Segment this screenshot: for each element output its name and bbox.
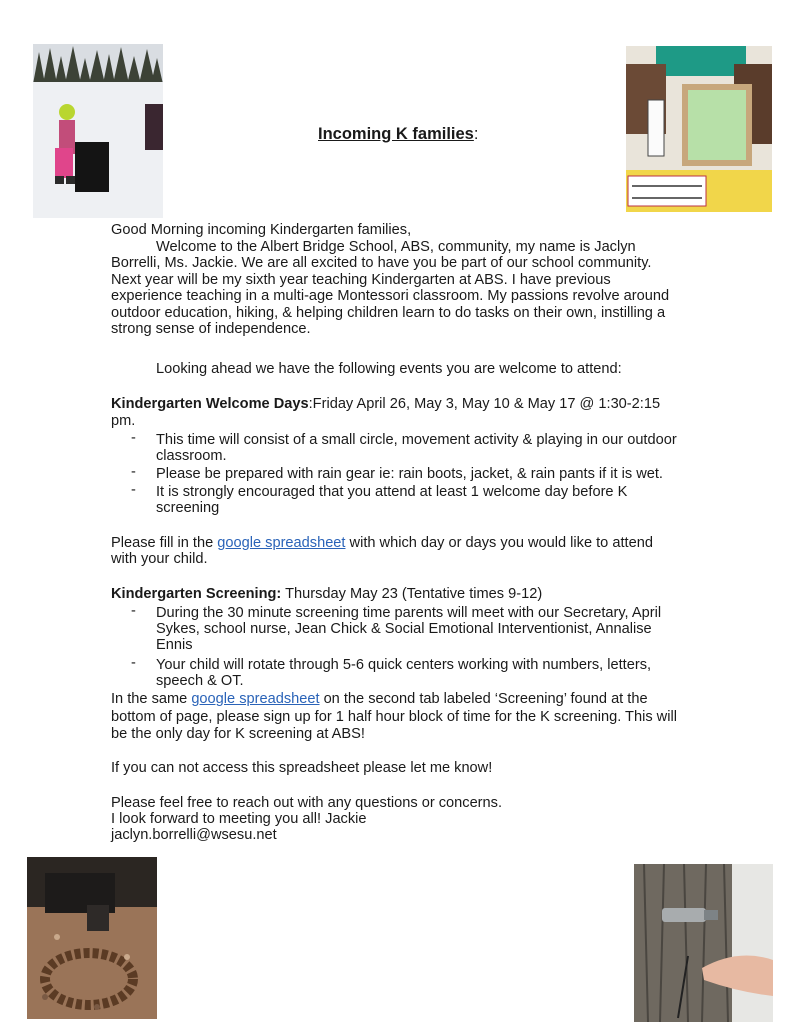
fill-in-text: Please fill in the xyxy=(111,535,218,551)
bullet-marker: - xyxy=(131,430,136,446)
maple-tap-photo xyxy=(634,864,773,1022)
greeting: Good Morning incoming Kindergarten families, xyxy=(111,222,412,238)
access-note: If you can not access this spreadsheet please let me know! xyxy=(111,760,493,776)
title-colon: : xyxy=(473,125,479,143)
intro-line: experience teaching in a multi-age Montessori classroom. My passions revolve around xyxy=(111,288,670,304)
screening-signup-line xyxy=(111,691,648,707)
page-title xyxy=(318,126,478,142)
screening-signup-text: In the same xyxy=(111,691,192,707)
title-text: Incoming K families xyxy=(318,125,474,143)
contact-email: jaclyn.borrelli@wsesu.net xyxy=(111,827,277,843)
screening-title: Kindergarten Screening: xyxy=(111,586,282,602)
bullet-marker: - xyxy=(131,603,136,619)
winter-play-photo xyxy=(33,44,163,218)
intro-line: Welcome to the Albert Bridge School, ABS, community, my name is Jaclyn xyxy=(156,239,636,255)
google-spreadsheet-link[interactable]: google spreadsheet xyxy=(217,535,346,551)
welcome-days-dates: :Friday April 26, May 3, May 10 & May 17 @ 1:30-2:15 xyxy=(308,396,661,412)
screening-bullet: Your child will rotate through 5-6 quick centers working with numbers, letters, xyxy=(156,657,652,673)
pinecone-circle-photo xyxy=(27,857,157,1019)
screening-bullet: During the 30 minute screening time parents will meet with our Secretary, April xyxy=(156,605,662,621)
bullet-marker: - xyxy=(131,655,136,671)
screening-signup-cont: bottom of page, please sign up for 1 half hour block of time for the K screening. This will xyxy=(111,709,677,725)
welcome-bullet: It is strongly encouraged that you attend at least 1 welcome day before K xyxy=(156,484,628,500)
screening-signup-cont: be the only day for K screening at ABS! xyxy=(111,726,365,742)
google-spreadsheet-link[interactable]: google spreadsheet xyxy=(191,691,320,707)
bullet-marker: - xyxy=(131,482,136,498)
welcome-days-heading xyxy=(111,396,660,412)
welcome-bullet-cont: screening xyxy=(156,500,220,516)
screening-heading xyxy=(111,586,542,602)
intro-line: outdoor education, hiking, & helping children learn to do tasks on their own, instilling a xyxy=(111,305,666,321)
intro-line: Borrelli, Ms. Jackie. We are all excited to have you be part of our school community. xyxy=(111,255,652,271)
fill-in-text: with which day or days you would like to attend xyxy=(345,535,653,551)
closing-line: I look forward to meeting you all! Jackie xyxy=(111,811,367,827)
bullet-marker: - xyxy=(131,464,136,480)
looking-ahead: Looking ahead we have the following events you are welcome to attend: xyxy=(156,361,622,377)
screening-dates: Thursday May 23 (Tentative times 9-12) xyxy=(281,586,543,602)
intro-line: strong sense of independence. xyxy=(111,321,311,337)
welcome-bullet-cont: classroom. xyxy=(156,448,227,464)
welcome-days-dates-cont: pm. xyxy=(111,413,136,429)
closing-line: Please feel free to reach out with any questions or concerns. xyxy=(111,795,503,811)
fill-in-line xyxy=(111,535,653,551)
sand-tray-writing-photo xyxy=(626,46,772,212)
welcome-bullet: Please be prepared with rain gear ie: rain boots, jacket, & rain pants if it is wet. xyxy=(156,466,663,482)
fill-in-line-cont: with your child. xyxy=(111,551,208,567)
screening-bullet-cont: Sykes, school nurse, Jean Chick & Social Emotional Interventionist, Annalise xyxy=(156,621,652,637)
welcome-bullet: This time will consist of a small circle, movement activity & playing in our outdoor xyxy=(156,432,677,448)
screening-bullet-cont: Ennis xyxy=(156,637,193,653)
intro-line: Next year will be my sixth year teaching Kindergarten at ABS. I have previous xyxy=(111,272,611,288)
screening-bullet-cont: speech & OT. xyxy=(156,673,244,689)
screening-signup-text: on the second tab labeled ‘Screening’ found at the xyxy=(319,691,648,707)
welcome-days-title: Kindergarten Welcome Days xyxy=(111,396,309,412)
